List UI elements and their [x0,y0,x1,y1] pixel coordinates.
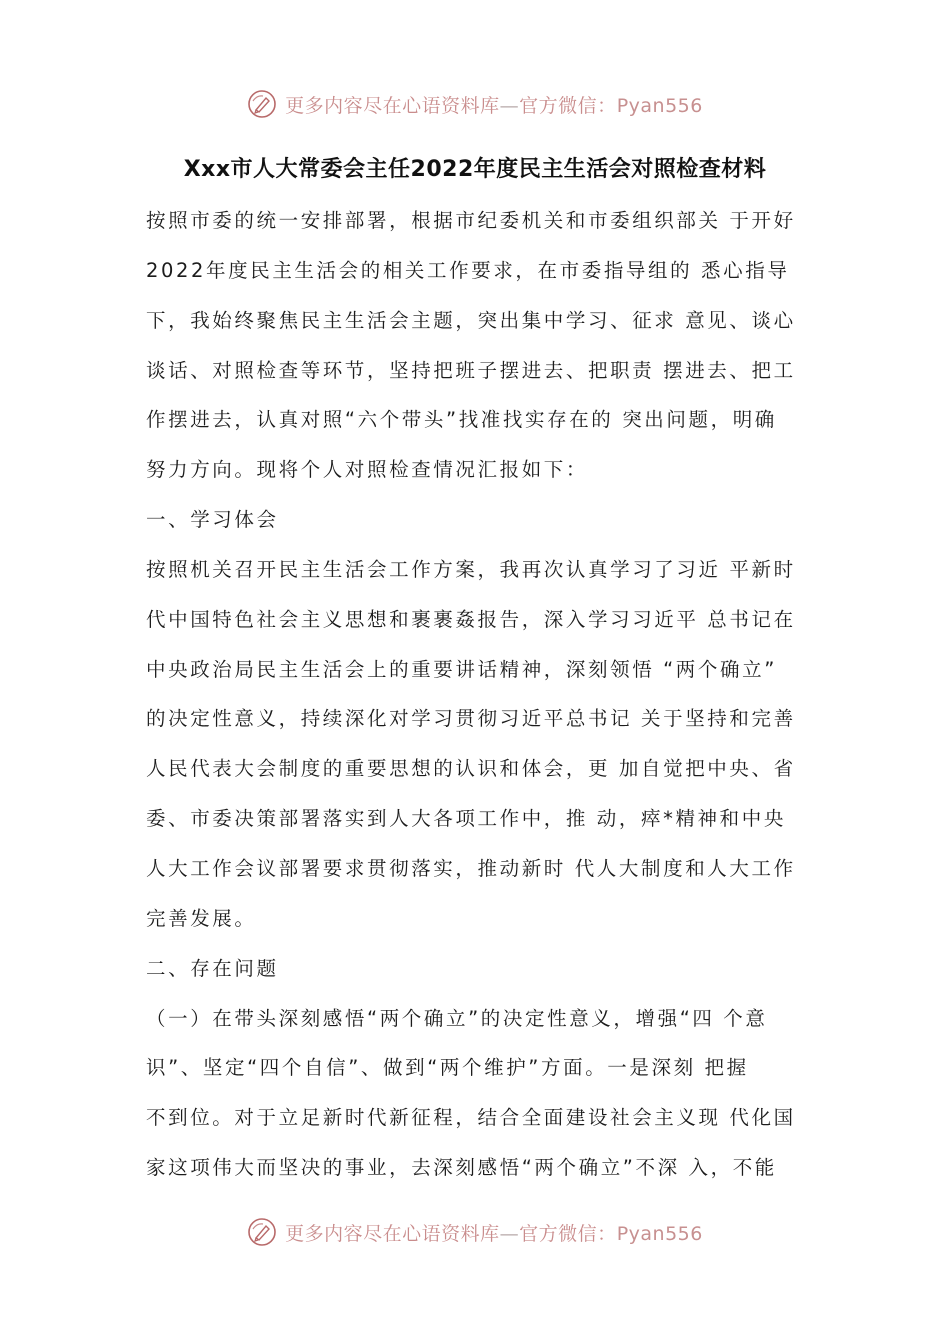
body-line: 谈话、对照检查等环节，坚持把班子摆进去、把职责 摆进去、把工 [146,358,796,382]
document-body [146,196,810,1193]
body-line: （一）在带头深刻感悟“两个确立”的决定性意义，增强“四 个意 [146,1006,768,1030]
body-line: 识”、坚定“四个自信”、做到“两个维护”方面。一是深刻 把握 [146,1056,749,1080]
body-line: 人民代表大会制度的重要思想的认识和体会，更 加自觉把中央、省 [146,757,796,781]
watermark-label: 更多内容尽在心语资料库 [285,94,500,117]
body-line: 不到位。对于立足新时代新征程，结合全面建设社会主义现 代化国 [146,1106,796,1130]
watermark-text [285,1219,703,1246]
section-heading-1: 一、学习体会 [146,508,279,532]
watermark-label: 更多内容尽在心语资料库 [285,1222,500,1245]
header-watermark [0,84,950,124]
body-line: 代中国特色社会主义思想和裹裹姦报告，深入学习习近平 总书记在 [146,607,796,631]
section-heading-2: 二、存在问题 [146,956,279,980]
body-line: 作摆进去，认真对照“六个带头”找准找实存在的 突出问题，明确 [146,408,777,432]
watermark-official: 官方微信： [519,1222,617,1245]
body-line: 下，我始终聚焦民主生活会主题，突出集中学习、征求 意见、谈心 [146,308,796,332]
footer-watermark [0,1212,950,1252]
pen-logo-icon [247,1217,277,1247]
body-line: 按照市委的统一安排部署，根据市纪委机关和市委组织部关 于开好 [146,209,796,232]
body-line: 人大工作会议部署要求贯彻落实，推动新时 代人大制度和人大工作 [146,856,796,880]
watermark-id: Pyan556 [616,94,703,117]
watermark-separator: — [499,1222,520,1245]
body-line: 2022年度民主生活会的相关工作要求，在市委指导组的 悉心指导 [146,258,790,282]
body-line: 按照机关召开民主生活会工作方案，我再次认真学习了习近 平新时 [146,557,796,581]
watermark-official: 官方微信： [519,94,617,117]
document-title: Xxx市人大常委会主任2022年度民主生活会对照检查材料 [183,157,767,182]
body-line: 委、市委决策部署落实到人大各项工作中，推 动，瘁*精神和中央 [146,807,786,831]
watermark-id: Pyan556 [616,1222,703,1245]
watermark-text [285,91,703,118]
body-line: 中央政治局民主生活会上的重要讲话精神，深刻领悟 “两个确立” [146,657,777,681]
body-line: 完善发展。 [146,906,257,930]
pen-logo-icon [247,89,277,119]
body-line: 努力方向。现将个人对照检查情况汇报如下： [146,458,589,482]
watermark-separator: — [499,94,520,117]
body-line: 的决定性意义，持续深化对学习贯彻习近平总书记 关于坚持和完善 [146,707,796,731]
body-line: 家这项伟大而坚决的事业，去深刻感悟“两个确立”不深 入，不能 [146,1156,777,1180]
